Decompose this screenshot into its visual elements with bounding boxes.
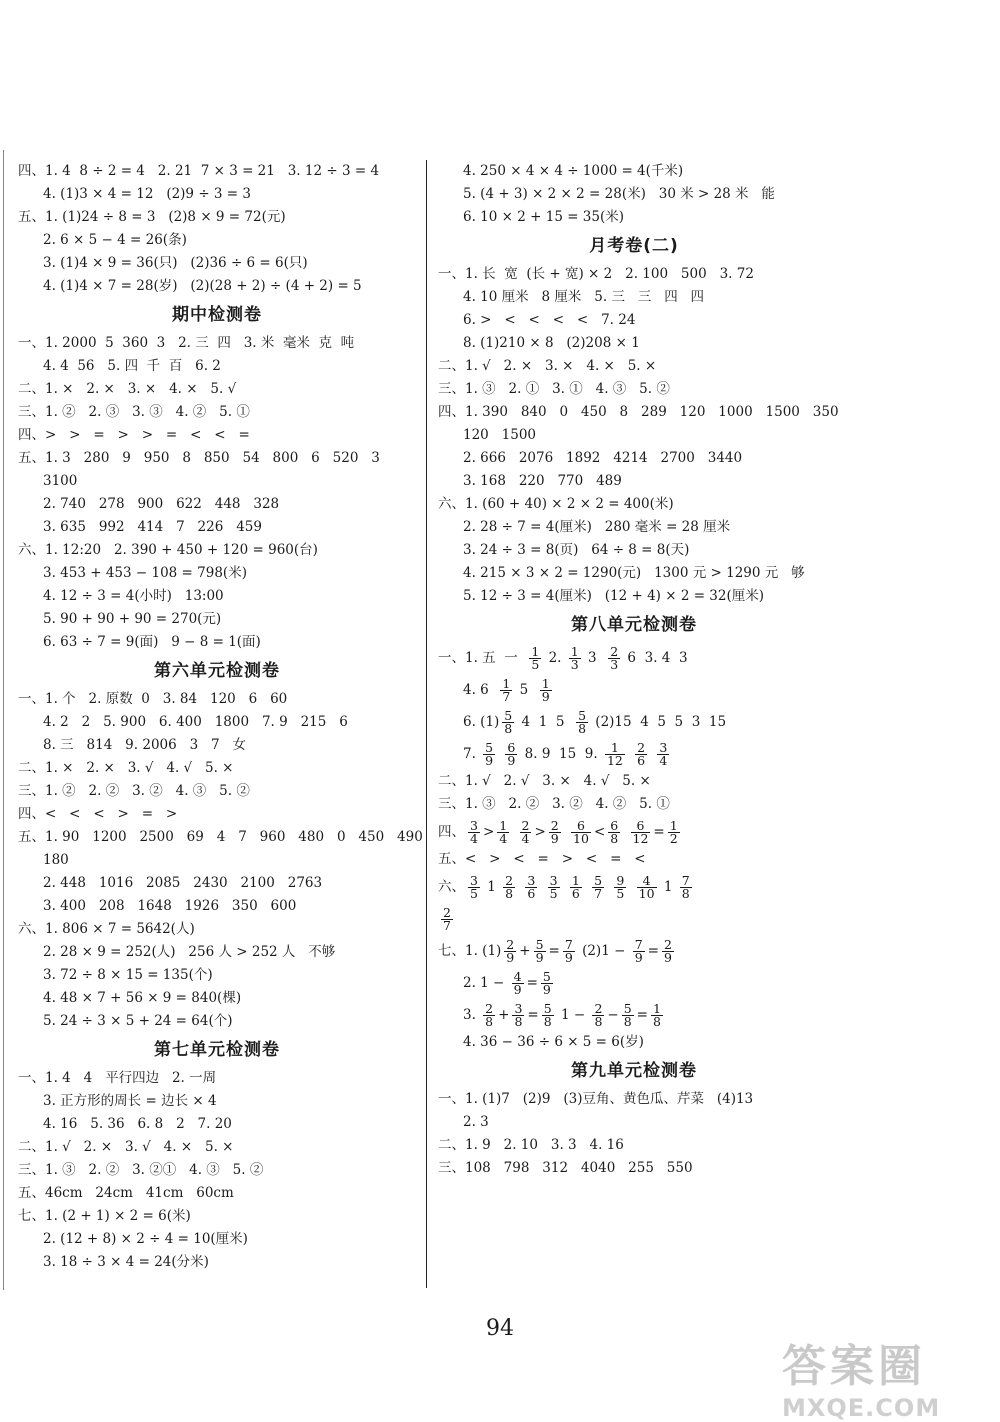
fraction [633, 939, 645, 964]
fraction-numerator: 1 [652, 1001, 661, 1016]
answer-line: 六、1. 12:20 2. 390 + 450 + 120 = 960(台) [18, 542, 318, 558]
answer-text: 7. [463, 746, 481, 762]
fraction [605, 742, 625, 767]
fraction [541, 971, 553, 996]
answer-line: 8. (1)210 × 8 (2)208 × 1 [463, 335, 640, 351]
fraction [571, 820, 591, 845]
fraction [592, 875, 604, 900]
answer-line: 四、> > = > > = < < = [18, 427, 250, 443]
answer-line: 四、1. 4 8 ÷ 2 = 4 2. 21 7 × 3 = 21 3. 12 ÷ 3 = 4 [18, 163, 380, 179]
answer-line: 4. 48 × 7 + 56 × 9 = 840(棵) [43, 990, 242, 1006]
fraction-denominator: 7 [443, 918, 451, 933]
answer-line: 3. 400 208 1648 1926 350 600 [43, 898, 297, 914]
section-title: 第六单元检测卷 [154, 661, 280, 681]
answer-line: 五、1. 90 1200 2500 69 4 7 960 480 0 450 490 [18, 829, 423, 845]
fraction-denominator: 6 [637, 753, 646, 768]
fraction-denominator: 5 [616, 886, 625, 901]
fraction-numerator: 1 [669, 818, 678, 833]
fraction-denominator: 8 [594, 1014, 603, 1029]
fraction-denominator: 9 [564, 950, 573, 965]
watermark-main: 答案圈 [782, 1341, 926, 1392]
fraction [680, 875, 692, 900]
answer-line: 二、1. × 2. × 3. √ 4. √ 5. × [18, 760, 234, 776]
fraction [657, 742, 669, 767]
fraction-numerator: 5 [535, 937, 544, 952]
answer-text: (2)15 4 5 5 3 15 [591, 714, 727, 730]
fraction [497, 820, 509, 845]
answer-text: 4 1 5 [517, 714, 574, 730]
answer-text: 8. 9 15 9. [520, 746, 602, 762]
answer-line: 三、1. ③ 2. ② 3. ②① 4. ③ 5. ② [18, 1162, 264, 1178]
answer-line: 三、1. ② 2. ② 3. ② 4. ③ 5. ② [18, 783, 250, 799]
answer-line: 三、1. ③ 2. ② 3. ② 4. ② 5. ① [438, 796, 670, 812]
answer-line: 6. 63 ÷ 7 = 9(面) 9 − 8 = 1(面) [43, 634, 261, 650]
answer-line: 二、1. 9 2. 10 3. 3 4. 16 [438, 1137, 624, 1153]
fraction-numerator: 2 [637, 740, 646, 755]
answer-line: 3. 635 992 414 7 226 459 [43, 519, 262, 535]
right-column [438, 160, 839, 1180]
fraction-numerator: 2 [505, 873, 514, 888]
section-title: 月考卷(二) [589, 236, 679, 256]
fraction-denominator: 8 [485, 1014, 494, 1029]
answer-line: 3. 24 ÷ 3 = 8(页) 64 ÷ 8 = 8(天) [463, 542, 690, 558]
answer-text [564, 824, 568, 840]
answer-line [438, 871, 830, 903]
answer-text [607, 879, 611, 895]
answer-line: 四、< < < > = > [18, 806, 178, 822]
fraction-numerator: 6 [571, 820, 591, 833]
fraction-denominator: 4 [499, 831, 508, 846]
fraction-denominator: 3 [610, 657, 619, 672]
answer-line: 一、1. 4 4 平行四边 2. 一周 [18, 1070, 217, 1086]
fraction-denominator: 8 [610, 831, 619, 846]
answer-line: 5. 12 ÷ 3 = 4(厘米) (12 + 4) × 2 = 32(厘米) [463, 588, 765, 604]
fraction [468, 820, 480, 845]
answer-line [438, 642, 830, 674]
answer-text: = [526, 975, 538, 991]
answer-text: > [482, 824, 495, 840]
fraction-denominator: 8 [505, 886, 514, 901]
fraction-numerator: 6 [610, 818, 619, 833]
answer-line: 5. 90 + 90 + 90 = 270(元) [43, 611, 222, 627]
answer-line: 2. 448 1016 2085 2430 2100 2763 [43, 875, 323, 891]
fraction-denominator: 3 [570, 657, 579, 672]
answer-text: 1 [482, 879, 501, 895]
answer-line: 4. 4 56 5. 四 千 百 6. 2 [43, 358, 221, 374]
fraction [512, 1003, 524, 1028]
fraction [548, 875, 560, 900]
fraction-numerator: 2 [550, 818, 559, 833]
fraction-numerator: 5 [542, 969, 551, 984]
fraction [576, 710, 588, 735]
fraction [569, 646, 581, 671]
answer-text [628, 746, 632, 762]
fraction-denominator: 10 [638, 886, 655, 901]
answer-text: 一、1. 五 一 [438, 650, 527, 666]
answer-text [585, 879, 589, 895]
answer-text: 1 [659, 879, 677, 895]
fraction [483, 742, 495, 767]
answer-line: 5. (4 + 3) × 2 × 2 = 28(米) 30 米 > 28 米 能 [463, 186, 775, 202]
answer-line: 4. 16 5. 36 6. 8 2 7. 20 [43, 1116, 232, 1132]
page-edge-rule [3, 150, 4, 1290]
answer-line: 3. 正方形的周长 = 边长 × 4 [43, 1093, 217, 1109]
answer-text [623, 824, 627, 840]
section-title: 期中检测卷 [172, 305, 262, 325]
answer-line: 3. 168 220 770 489 [463, 473, 622, 489]
answer-text: 七、1. (1) [438, 943, 502, 959]
fraction-denominator: 4 [470, 831, 478, 846]
fraction-numerator: 6 [507, 740, 516, 755]
answer-line: 二、1. √ 2. × 3. √ 4. × 5. × [18, 1139, 234, 1155]
answer-text: 6. (1) [463, 714, 500, 730]
answer-text: 六、 [438, 879, 465, 895]
fraction-numerator: 3 [659, 740, 668, 755]
answer-line: 4. 10 厘米 8 厘米 5. 三 三 四 四 [463, 289, 705, 305]
answer-text: = [548, 943, 560, 959]
fraction [635, 742, 647, 767]
fraction-numerator: 1 [541, 676, 550, 691]
fraction-denominator: 4 [521, 831, 530, 846]
answer-text: + [498, 1007, 510, 1023]
answer-line: 三、108 798 312 4040 255 550 [438, 1160, 693, 1176]
answer-text: = [527, 1007, 539, 1023]
fraction-denominator: 8 [543, 1014, 552, 1029]
answer-text: 2. [544, 650, 566, 666]
answer-line [438, 935, 830, 967]
answer-line: 五、1. 3 280 9 950 8 850 54 800 6 520 3 [18, 450, 380, 466]
fraction-numerator: 7 [634, 937, 643, 952]
fraction [504, 939, 516, 964]
fraction-numerator: 3 [514, 1001, 523, 1016]
fraction [549, 820, 561, 845]
answer-line: 2. 740 278 900 622 448 328 [43, 496, 280, 512]
answer-line [438, 706, 830, 738]
answer-text [518, 879, 522, 895]
section-title: 第九单元检测卷 [571, 1061, 697, 1081]
answer-line: 一、1. (1)7 (2)9 (3)豆角、黄色瓜、芹菜 (4)13 [438, 1091, 754, 1107]
fraction-numerator: 1 [571, 873, 580, 888]
answer-line: 2. 28 ÷ 7 = 4(厘米) 280 毫米 = 28 厘米 [463, 519, 731, 535]
answer-text: 1 − [556, 1007, 590, 1023]
answer-text: + [519, 943, 531, 959]
answer-line: 3. 18 ÷ 3 × 4 = 24(分米) [43, 1254, 209, 1270]
fraction-numerator: 1 [605, 742, 625, 755]
answer-line: 一、1. 个 2. 原数 0 3. 84 120 6 60 [18, 691, 288, 707]
answer-line: 180 [43, 852, 69, 868]
answer-text [563, 879, 567, 895]
answer-text: 3. [463, 1007, 481, 1023]
fraction-numerator: 5 [543, 1001, 552, 1016]
answer-line [438, 816, 830, 848]
answer-line: 4. (1)4 × 7 = 28(岁) (2)(28 + 2) ÷ (4 + 2) = 5 [43, 278, 362, 294]
fraction-numerator: 1 [531, 644, 540, 659]
watermark [782, 1330, 992, 1422]
fraction [468, 875, 480, 900]
answer-line: 4. 250 × 4 × 4 ÷ 1000 = 4(千米) [463, 163, 684, 179]
answer-text [540, 879, 544, 895]
answer-text: = [653, 824, 665, 840]
fraction [441, 907, 453, 932]
fraction-numerator: 3 [470, 818, 478, 833]
fraction-denominator: 5 [531, 657, 540, 672]
answer-line: 六、1. (60 + 40) × 2 × 2 = 400(米) [438, 496, 674, 512]
fraction-denominator: 12 [606, 753, 623, 768]
fraction-denominator: 12 [632, 831, 649, 846]
fraction-numerator: 9 [616, 873, 625, 888]
answer-line: 七、1. (2 + 1) × 2 = 6(米) [18, 1208, 191, 1224]
fraction-denominator: 9 [542, 982, 551, 997]
fraction-numerator: 2 [594, 1001, 603, 1016]
answer-line: 4. 12 ÷ 3 = 4(小时) 13:00 [43, 588, 224, 604]
answer-line: 2. 666 2076 1892 4214 2700 3440 [463, 450, 743, 466]
answer-line: 2. 28 × 9 = 252(人) 256 人 > 252 人 不够 [43, 944, 336, 960]
answer-line: 三、1. ③ 2. ① 3. ① 4. ③ 5. ② [438, 381, 670, 397]
fraction-denominator: 9 [550, 831, 559, 846]
answer-line: 三、1. ② 2. ③ 3. ③ 4. ② 5. ① [18, 404, 250, 420]
answer-text: = [636, 1007, 648, 1023]
fraction-numerator: 3 [527, 873, 536, 888]
answer-line: 五、1. (1)24 ÷ 8 = 3 (2)8 × 9 = 72(元) [18, 209, 286, 225]
answer-line: 3. 72 ÷ 8 × 15 = 135(个) [43, 967, 213, 983]
fraction-denominator: 5 [549, 886, 558, 901]
column-divider [426, 160, 427, 1288]
answer-text: 2. 1 − [463, 975, 509, 991]
fraction-denominator: 6 [571, 886, 580, 901]
fraction-denominator: 9 [485, 753, 494, 768]
fraction [637, 875, 657, 900]
fraction-numerator: 1 [502, 676, 511, 691]
fraction [668, 820, 680, 845]
answer-text [650, 746, 654, 762]
answer-line: 四、1. 390 840 0 450 8 289 120 1000 1500 350 [438, 404, 839, 420]
answer-text: = [647, 943, 659, 959]
fraction-denominator: 4 [659, 753, 668, 768]
answer-text: − [607, 1007, 619, 1023]
fraction-numerator: 3 [470, 873, 478, 888]
fraction [483, 1003, 495, 1028]
fraction [505, 742, 517, 767]
fraction-denominator: 9 [541, 689, 550, 704]
fraction-denominator: 5 [470, 886, 478, 901]
page-number: 94 [486, 1316, 514, 1341]
left-column [18, 160, 423, 1274]
answer-text: 5 [515, 682, 537, 698]
fraction [631, 820, 651, 845]
fraction-denominator: 2 [669, 831, 678, 846]
answer-line [438, 999, 830, 1031]
answer-line: 2. 6 × 5 − 4 = 26(条) [43, 232, 187, 248]
fraction [542, 1003, 554, 1028]
answer-line: 2. 3 [463, 1114, 489, 1130]
fraction-numerator: 5 [485, 740, 494, 755]
answer-text: 6 3. 4 3 [623, 650, 688, 666]
fraction-numerator: 2 [521, 818, 530, 833]
fraction-denominator: 9 [663, 950, 672, 965]
fraction-numerator: 6 [631, 820, 651, 833]
answer-text: 4. 6 [463, 682, 498, 698]
fraction-denominator: 9 [513, 982, 522, 997]
fraction [500, 678, 512, 703]
answer-line [438, 903, 830, 935]
fraction [534, 939, 546, 964]
answer-line: 二、1. × 2. × 3. × 4. × 5. √ [18, 381, 237, 397]
answer-line: 二、1. √ 2. × 3. × 4. × 5. × [438, 358, 657, 374]
answer-line: 3100 [43, 473, 78, 489]
answer-text: > [534, 824, 546, 840]
section-title: 第八单元检测卷 [571, 615, 697, 635]
fraction-numerator: 7 [564, 937, 573, 952]
answer-line: 2. (12 + 8) × 2 ÷ 4 = 10(厘米) [43, 1231, 248, 1247]
answer-text: (2)1 − [577, 943, 630, 959]
fraction [540, 678, 552, 703]
answer-line: 4. 215 × 3 × 2 = 1290(元) 1300 元 > 1290 元 够 [463, 565, 805, 581]
answer-line: 3. 453 + 453 − 108 = 798(米) [43, 565, 247, 581]
fraction-numerator: 4 [513, 969, 522, 984]
fraction-numerator: 1 [499, 818, 508, 833]
fraction-numerator: 4 [637, 875, 657, 888]
fraction [520, 820, 532, 845]
fraction-numerator: 5 [504, 708, 513, 723]
answer-line: 一、1. 长 宽 (长 + 宽) × 2 2. 100 500 3. 72 [438, 266, 754, 282]
fraction-numerator: 3 [549, 873, 558, 888]
fraction-denominator: 10 [573, 831, 589, 846]
fraction-numerator: 2 [485, 1001, 494, 1016]
fraction-denominator: 8 [514, 1014, 523, 1029]
fraction-numerator: 5 [623, 1001, 632, 1016]
fraction [608, 646, 620, 671]
answer-text: < [593, 824, 606, 840]
fraction [614, 875, 626, 900]
fraction [608, 820, 620, 845]
fraction-numerator: 7 [681, 873, 690, 888]
fraction-denominator: 9 [535, 950, 544, 965]
answer-line: 4. (1)3 × 4 = 12 (2)9 ÷ 3 = 3 [43, 186, 251, 202]
answer-line: 5. 24 ÷ 3 × 5 + 24 = 64(个) [43, 1013, 233, 1029]
fraction [529, 646, 541, 671]
fraction [662, 939, 674, 964]
fraction-numerator: 1 [570, 644, 579, 659]
fraction-denominator: 8 [578, 721, 587, 736]
fraction [503, 875, 515, 900]
fraction-numerator: 2 [663, 937, 672, 952]
answer-line [438, 674, 830, 706]
answer-line: 3. (1)4 × 9 = 36(只) (2)36 ÷ 6 = 6(只) [43, 255, 308, 271]
answer-text: 四、 [438, 824, 465, 840]
answer-text [498, 746, 502, 762]
fraction-denominator: 6 [527, 886, 536, 901]
fraction [563, 939, 575, 964]
fraction-denominator: 7 [594, 886, 603, 901]
fraction [570, 875, 582, 900]
fraction-numerator: 2 [610, 644, 619, 659]
fraction [592, 1003, 604, 1028]
answer-line: 一、1. 2000 5 360 3 2. 三 四 3. 米 毫米 克 吨 [18, 335, 355, 351]
answer-line: 4. 2 2 5. 900 6. 400 1800 7. 9 215 6 [43, 714, 348, 730]
fraction [512, 971, 524, 996]
fraction [525, 875, 537, 900]
fraction-denominator: 9 [507, 753, 516, 768]
answer-text [629, 879, 633, 895]
answer-line: 二、1. √ 2. √ 3. × 4. √ 5. × [438, 773, 651, 789]
answer-text: 3 [583, 650, 606, 666]
answer-line: 六、1. 806 × 7 = 5642(人) [18, 921, 195, 937]
fraction-denominator: 8 [681, 886, 690, 901]
answer-line: 6. 10 × 2 + 15 = 35(米) [463, 209, 625, 225]
fraction-denominator: 9 [634, 950, 643, 965]
answer-line: 五、< > < = > < = < [438, 851, 646, 867]
fraction-denominator: 8 [652, 1014, 661, 1029]
fraction-denominator: 8 [504, 721, 513, 736]
answer-line [438, 967, 830, 999]
fraction-denominator: 9 [506, 950, 515, 965]
fraction-numerator: 2 [443, 905, 451, 920]
answer-line: 4. 36 − 36 ÷ 6 × 5 = 6(岁) [463, 1034, 644, 1050]
fraction-denominator: 8 [623, 1014, 632, 1029]
watermark-url: MXQE.COM [782, 1394, 941, 1422]
answer-line: 120 1500 [463, 427, 536, 443]
fraction-numerator: 5 [578, 708, 587, 723]
answer-line [438, 738, 830, 770]
fraction [651, 1003, 663, 1028]
fraction [622, 1003, 634, 1028]
fraction-numerator: 2 [506, 937, 515, 952]
answer-text [512, 824, 516, 840]
fraction-denominator: 7 [502, 689, 511, 704]
fraction-numerator: 5 [594, 873, 603, 888]
section-title: 第七单元检测卷 [154, 1040, 280, 1060]
answer-line: 6. > < < < < 7. 24 [463, 312, 636, 328]
answer-line: 8. 三 814 9. 2006 3 7 女 [43, 737, 247, 753]
fraction [502, 710, 514, 735]
answer-line: 五、46cm 24cm 41cm 60cm [18, 1185, 234, 1201]
